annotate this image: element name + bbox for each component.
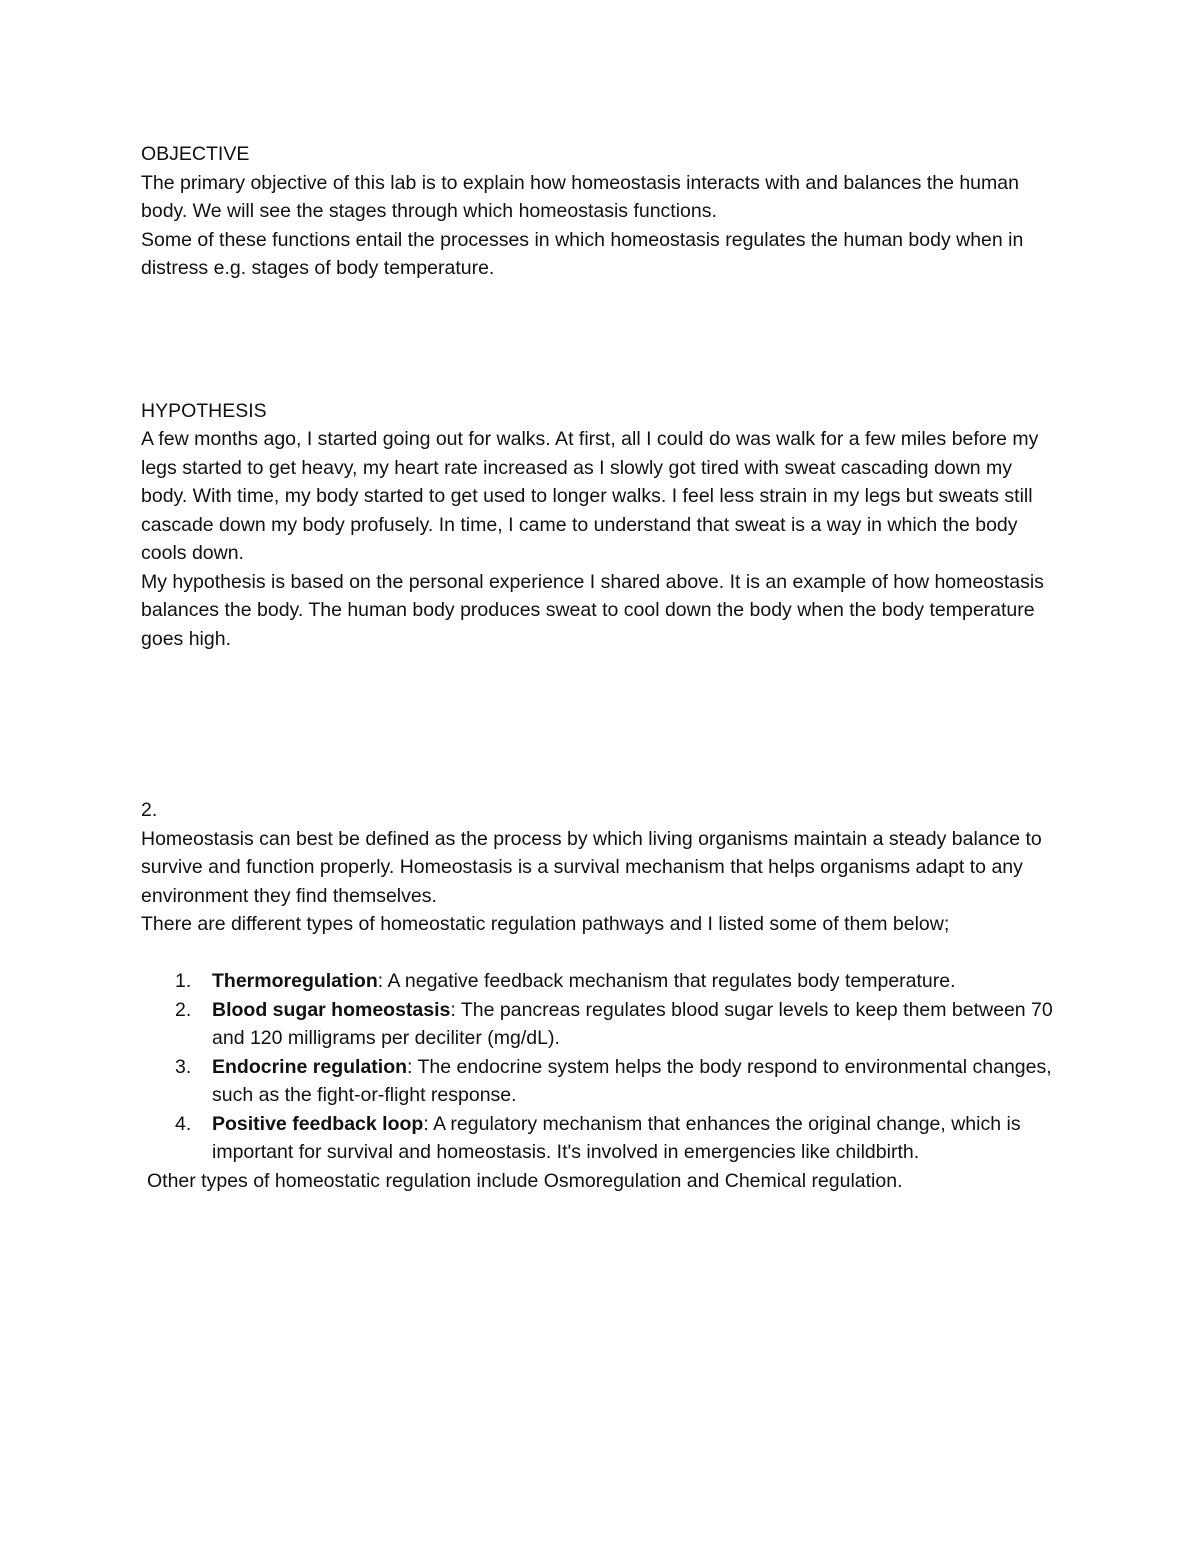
objective-section	[141, 140, 1061, 283]
list-item-term: Endocrine regulation	[212, 1055, 408, 1078]
section-2	[141, 796, 1061, 1195]
list-item	[141, 1110, 1061, 1167]
list-item-description: : The pancreas regulates blood sugar levels to keep them between 70 and 120 milligrams per deciliter (mg/dL).	[212, 998, 1053, 1049]
list-item-description: : A negative feedback mechanism that regulates body temperature.	[377, 970, 956, 992]
document-body	[141, 140, 1061, 1195]
hypothesis-paragraph-1: A few months ago, I started going out for walks. At first, all I could do was walk for a few miles before my legs started to get heavy, my heart rate increased as I slowly got tired with sweat cascading down my body. With time, my body started to get used to longer walks. I feel less strain in my legs but sweats still cascade down my body profusely. In time, I came to understand that sweat is a way in which the body cools down.	[141, 428, 1039, 564]
list-item	[141, 996, 1061, 1053]
list-spacer	[141, 939, 1061, 968]
list-item-term: Blood sugar homeostasis	[212, 998, 451, 1021]
section-2-heading: 2.	[141, 799, 158, 821]
regulation-pathways-list	[141, 967, 1061, 1167]
section-2-paragraph-1: Homeostasis can best be defined as the process by which living organisms maintain a steady balance to survive and function properly. Homeostasis is a survival mechanism that helps organisms adapt to any environment they find themselves.	[141, 827, 1042, 907]
list-item-description: : A regulatory mechanism that enhances the original change, which is important for survival and homeostasis. It's involved in emergencies like childbirth.	[212, 1112, 1021, 1163]
closing-paragraph: Other types of homeostatic regulation include Osmoregulation and Chemical regulation.	[147, 1169, 903, 1192]
objective-paragraph-1: The primary objective of this lab is to explain how homeostasis interacts with and balances the human body. We will see the stages through which homeostasis functions.	[141, 171, 1019, 222]
list-item-term: Thermoregulation	[212, 970, 378, 992]
hypothesis-section	[141, 397, 1061, 654]
list-item	[141, 967, 1061, 996]
objective-paragraph-2: Some of these functions entail the processes in which homeostasis regulates the human body when in distress e.g. stages of body temperature.	[141, 228, 1024, 279]
list-item-number: 1.	[175, 970, 192, 992]
list-item-number: 4.	[175, 1112, 192, 1135]
section-spacer	[141, 653, 1061, 796]
list-item	[141, 1053, 1061, 1110]
section-2-paragraph-2: There are different types of homeostatic regulation pathways and I listed some of them below;	[141, 913, 950, 935]
list-item-number: 2.	[175, 998, 192, 1021]
objective-heading: OBJECTIVE	[141, 143, 250, 165]
list-item-description: : The endocrine system helps the body respond to environmental changes, such as the fight-or-flight response.	[212, 1055, 1052, 1106]
list-item-term: Positive feedback loop	[212, 1112, 424, 1135]
section-spacer	[141, 283, 1061, 397]
list-item-number: 3.	[175, 1055, 192, 1078]
hypothesis-paragraph-2: My hypothesis is based on the personal experience I shared above. It is an example of how homeostasis balances the body. The human body produces sweat to cool down the body when the body temperature goes high.	[141, 570, 1044, 650]
hypothesis-heading: HYPOTHESIS	[141, 399, 267, 422]
